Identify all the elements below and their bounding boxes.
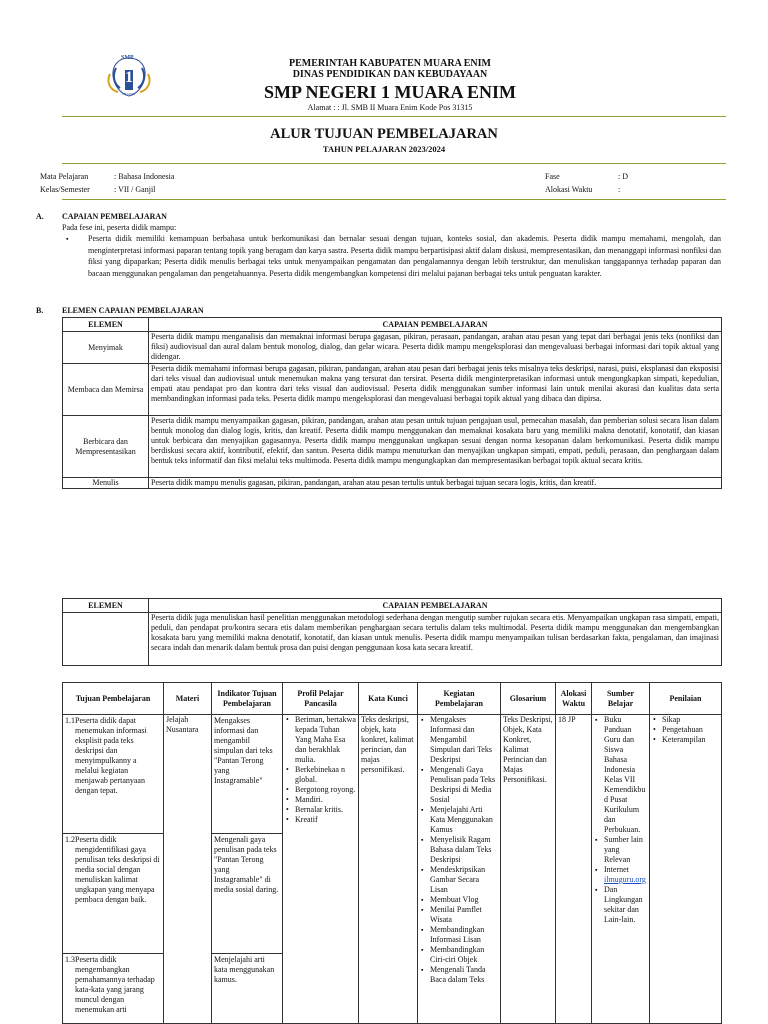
meta-kelas-value: : VII / Ganjil — [114, 185, 156, 194]
col-alokasi: Alokasi Waktu — [556, 683, 592, 715]
col-capaian: CAPAIAN PEMBELAJARAN — [149, 599, 722, 613]
capaian-cell: Peserta didik mampu menulis gagasan, pikiran, pandangan, arahan atau pesan tertulis untuk berbagai tujuan secara logis, kritis, dan kreatif. — [149, 478, 722, 489]
kegiatan-item: ▪ Mengakses Informasi dan Mengambil Simpulan dari Teks Deskripsi — [430, 715, 498, 765]
profil-item: • Bernalar kritis. — [295, 805, 356, 815]
tujuan-number: 1.2 — [65, 835, 75, 844]
kegiatan-item: ▪ Mengenali Gaya Penulisan pada Teks Deskripsi di Media Sosial — [430, 765, 498, 805]
sumber-item: ▪ Buku Panduan Guru dan Siswa Bahasa Indonesia Kelas VII Kemendikbu d Pusat Kurikulum dan Perbukuan. — [604, 715, 647, 835]
table-row — [63, 613, 722, 666]
header-school-name: SMP NEGERI 1 MUARA ENIM — [263, 82, 516, 102]
meta-fase-value: : D — [618, 172, 628, 181]
tujuan-table — [62, 682, 722, 1024]
section-b-title: ELEMEN CAPAIAN PEMBELAJARAN — [62, 306, 204, 315]
section-a-text: Peserta didik memiliki kemampuan berbahasa untuk berkomunikasi dan bernalar sesuai dengan tujuan, konteks sosial, dan akademis. Peserta didik mampu memahami, mengolah, dan menginterpretasi informasi paparan tentang topik yang beragam dan karya sastra. Peserta didik mampu berpartisipasi aktif dalam diskusi, mempresentasikan, dan menanggapi informasi nonfiksi dan fiksi yang dipaparkan; Peserta didik menulis berbagai teks untuk menyampaikan pengamatan dan pengalamannya dengan lebih terstruktur, dan menuliskan tanggapannya terhadap paparan dan bacaan menggunakan pengalaman dan pengetahuannya. Peserta didik mengembangkan kompetensi diri melalui pajanan berbagai teks untuk penguatan karakter. — [88, 234, 721, 278]
header-department: DINAS PENDIDIKAN DAN KEBUDAYAAN — [292, 69, 488, 80]
meta-rule — [62, 199, 726, 200]
kegiatan-item: ▪ Mengenali Tanda Baca dalam Teks — [430, 965, 498, 985]
sumber-item: ▪ Dan Lingkungan sekitar dan Lain-lain. — [604, 885, 647, 925]
kegiatan-item: ▪ Membandingkan Informasi Lisan — [430, 925, 498, 945]
table-row — [63, 332, 722, 364]
header-government: PEMERINTAH KABUPATEN MUARA ENIM — [289, 58, 491, 69]
tujuan-text: Peserta didik dapat menemukan informasi eksplisit pada teks deskripsi dan menyimpulkanny a melalui kegiatan menjawab pertanyaan dengan tepat. — [75, 716, 147, 795]
table-header-row — [63, 599, 722, 613]
kegiatan-item: ▪ Mendeskripsikan Gambar Secara Lisan — [430, 865, 498, 895]
materi-cell: Jelajah Nusantara — [164, 715, 212, 1024]
col-elemen: ELEMEN — [63, 318, 149, 332]
col-kata-kunci: Kata Kunci — [359, 683, 418, 715]
meta-fase-label: Fase — [545, 172, 560, 181]
kegiatan-item: ▪ Menilai Pamflet Wisata — [430, 905, 498, 925]
profil-item: • Bergotong royong. — [295, 785, 356, 795]
meta-mapel-value: : Bahasa Indonesia — [114, 172, 175, 181]
penilaian-item: • Pengetahuan — [662, 725, 719, 735]
bullet-icon: ▪ — [66, 235, 69, 243]
tujuan-text: Peserta didik mengidentifikasi gaya penulisan teks deskripsi di media social dengan menuliskan kalimat ungkapan yang menyapa pembaca dengan baik. — [75, 835, 160, 904]
col-glosarium: Glosarium — [501, 683, 556, 715]
school-logo — [104, 54, 154, 100]
elemen-table-continued — [62, 598, 722, 666]
col-capaian: CAPAIAN PEMBELAJARAN — [149, 318, 722, 332]
table-header-row — [63, 683, 722, 715]
indikator-item: Mengenali gaya penulisan pada teks "Pantan Terong yang Instagramable" di media sosial daring. — [212, 834, 282, 954]
col-sumber: Sumber Belajar — [592, 683, 650, 715]
col-tujuan: Tujuan Pembelajaran — [63, 683, 164, 715]
tujuan-text: Peserta didik mengembangkan pemahamannya terhadap kata-kata yang jarang muncul dengan menemukan arti — [75, 955, 155, 1014]
tujuan-item — [63, 954, 163, 1016]
tujuan-number: 1.1 — [65, 716, 75, 725]
col-profil: Profil Pelajar Pancasila — [283, 683, 359, 715]
header-rule — [62, 116, 726, 117]
table-row — [63, 364, 722, 416]
elemen-cell — [63, 613, 149, 666]
glosarium-cell: Teks Deskripsi, Objek, Kata Konkret, Kalimat Perincian dan Majas Personifikasi. — [501, 715, 556, 1024]
sumber-item: ▪ Sumber lain yang Relevan — [604, 835, 647, 865]
meta-alokasi-value: : — [618, 185, 621, 194]
tujuan-cell — [63, 715, 164, 1024]
profil-cell — [283, 715, 359, 1024]
elemen-cell: Berbicara dan Mempresentasikan — [63, 416, 149, 478]
meta-alokasi-label: Alokasi Waktu — [545, 185, 593, 194]
tujuan-item — [63, 715, 163, 834]
section-a-title: CAPAIAN PEMBELAJARAN — [62, 212, 167, 221]
penilaian-item: • Keterampilan — [662, 735, 719, 745]
elemen-cell: Membaca dan Memirsa — [63, 364, 149, 416]
tujuan-item — [63, 834, 163, 954]
kata-kunci-cell: Teks deskripsi, objek, kata konkret, kalimat perincian, dan majas personifikasi. — [359, 715, 418, 1024]
penilaian-item: • Sikap — [662, 715, 719, 725]
logo-text: SMP — [121, 55, 134, 61]
meta-kelas-label: Kelas/Semester — [40, 185, 90, 194]
col-penilaian: Penilaian — [650, 683, 722, 715]
sumber-cell — [592, 715, 650, 1024]
elemen-table — [62, 317, 722, 489]
profil-item: • Beriman, bertakwa kepada Tuhan Yang Maha Esa dan berakhlak mulia. — [295, 715, 356, 765]
kegiatan-item: ▪ Menyelisik Ragam Bahasa dalam Teks Deskripsi — [430, 835, 498, 865]
indikator-item: Mengakses informasi dan mengambil simpulan dari teks "Pantan Terong yang Instagramable" — [212, 715, 282, 834]
col-elemen: ELEMEN — [63, 599, 149, 613]
profil-item: • Berkebinekaa n global. — [295, 765, 356, 785]
col-kegiatan: Kegiatan Pembelajaran — [418, 683, 501, 715]
profil-item: • Mandiri. — [295, 795, 356, 805]
tujuan-number: 1.3 — [65, 955, 75, 964]
logo-number: 1 — [125, 69, 133, 86]
capaian-cell: Peserta didik mampu menganalisis dan memaknai informasi berupa gagasan, pikiran, perasaan, pandangan, arahan atau pesan yang tepat dari berbagai jenis teks (nonfiksi dan fiksi) audiovisual dan aural dalam bentuk monolog, dialog, dan gelar wicara. Peserta didik mampu mengeksplorasi dan mengevaluasi berbagai informasi dari topik aktual yang didengar. — [149, 332, 722, 364]
section-a-letter: A. — [36, 212, 44, 221]
title-rule — [62, 163, 726, 164]
profil-item: • Kreatif — [295, 815, 356, 825]
elemen-cell: Menulis — [63, 478, 149, 489]
capaian-cell: Peserta didik juga menuliskan hasil penelitian menggunakan metodologi sederhana dengan mengutip sumber rujukan secara etis. Menyampaikan ungkapan rasa simpati, empati, peduli, dan pendapat pro/kontra secara etis dalam memberikan penghargaan secara tertulis dalam teks multimodal. Peserta didik mampu menggunakan dan mengembangkan kosakata baru yang memiliki makna denotatif, konotatif, dan kiasan untuk menulis. Peserta didik mampu menyampaikan tulisan berdasarkan fakta, pengalaman, dan imajinasi secara indah dan menarik dalam bentuk prosa dan puisi dengan penggunaan kosa kata secara kreatif. — [149, 613, 722, 666]
page-subtitle: TAHUN PELAJARAN 2023/2024 — [322, 144, 446, 154]
kegiatan-item: ▪ Membuat Vlog — [430, 895, 498, 905]
capaian-cell: Peserta didik memahami informasi berupa gagasan, pikiran, pandangan, arahan atau pesan dari berbagai jenis teks misalnya teks deskripsi, narasi, puisi, eksplanasi dan eksposisi dari teks visual dan audiovisual untuk menemukan makna yang tersurat dan tersirat. Peserta didik menginterpretasikan informasi untuk mengungkapkan simpati, kepedulian, empati atau pendapat pro dan kontra dari teks visual dan audiovisual. Peserta didik menggunakan sumber informasi lain untuk menilai akurasi dan kualitas data serta membandingkan informasi pada teks. Peserta didik mampu mengeksplorasi dan mengevaluasi berbagai topik aktual yang dibaca dan dipirsa. — [149, 364, 722, 416]
indikator-cell — [212, 715, 283, 1024]
elemen-cell: Menyimak — [63, 332, 149, 364]
indikator-item: Menjelajahi arti kata menggunakan kamus. — [214, 955, 275, 984]
meta-mapel-label: Mata Pelajaran — [40, 172, 89, 181]
table-row — [63, 478, 722, 489]
section-a-intro: Pada fese ini, peserta didik mampu: — [62, 223, 177, 232]
alokasi-cell: 18 JP — [556, 715, 592, 1024]
table-header-row — [63, 318, 722, 332]
sumber-link[interactable]: ilmuguru.org — [604, 875, 646, 884]
section-b-letter: B. — [36, 306, 44, 315]
col-materi: Materi — [164, 683, 212, 715]
table-row — [63, 416, 722, 478]
sumber-item — [604, 865, 647, 885]
capaian-cell: Peserta didik mampu menyampaikan gagasan, pikiran, pandangan, arahan atau pesan untuk tujuan pengajuan usul, pemecahan masalah, dan pemberian solusi secara lisan dalam bentuk monolog dan dialog logis, kritis, dan kreatif. Peserta didik mampu menggunakan dan memaknai kosakata baru yang memiliki makna denotatif, konotatif, dan kiasan untuk berbicara dan menyajikan gagasannya. Peserta didik mampu menggunakan ungkapan sesuai dengan norma kesopanan dalam berkomunikasi. Peserta didik mampu berdiskusi secara aktif, kontributif, efektif, dan santun. Peserta didik mampu menuturkan dan menyajikan ungkapan simpati, empati, peduli, perasaan, dan penghargaan dalam bentuk teks informatif dan fiksi melalui teks multimoda. Peserta didik mampu mengungkapkan dan mempresentasikan berbagai topik aktual secara kritis. — [149, 416, 722, 478]
header-address: Alamat : : Jl. SMB II Muara Enim Kode Pos 31315 — [307, 103, 473, 112]
table-row — [63, 715, 722, 1024]
page-title: ALUR TUJUAN PEMBELAJARAN — [270, 126, 498, 142]
kegiatan-item: ▪ Membandingkan Ciri-ciri Objek — [430, 945, 498, 965]
penilaian-cell — [650, 715, 722, 1024]
sumber-internet: Internet — [604, 865, 629, 874]
logo-sub: NEGERI — [122, 92, 135, 96]
kegiatan-cell — [418, 715, 501, 1024]
kegiatan-item: ▪ Menjelajahi Arti Kata Menggunakan Kamus — [430, 805, 498, 835]
col-indikator: Indikator Tujuan Pembelajaran — [212, 683, 283, 715]
